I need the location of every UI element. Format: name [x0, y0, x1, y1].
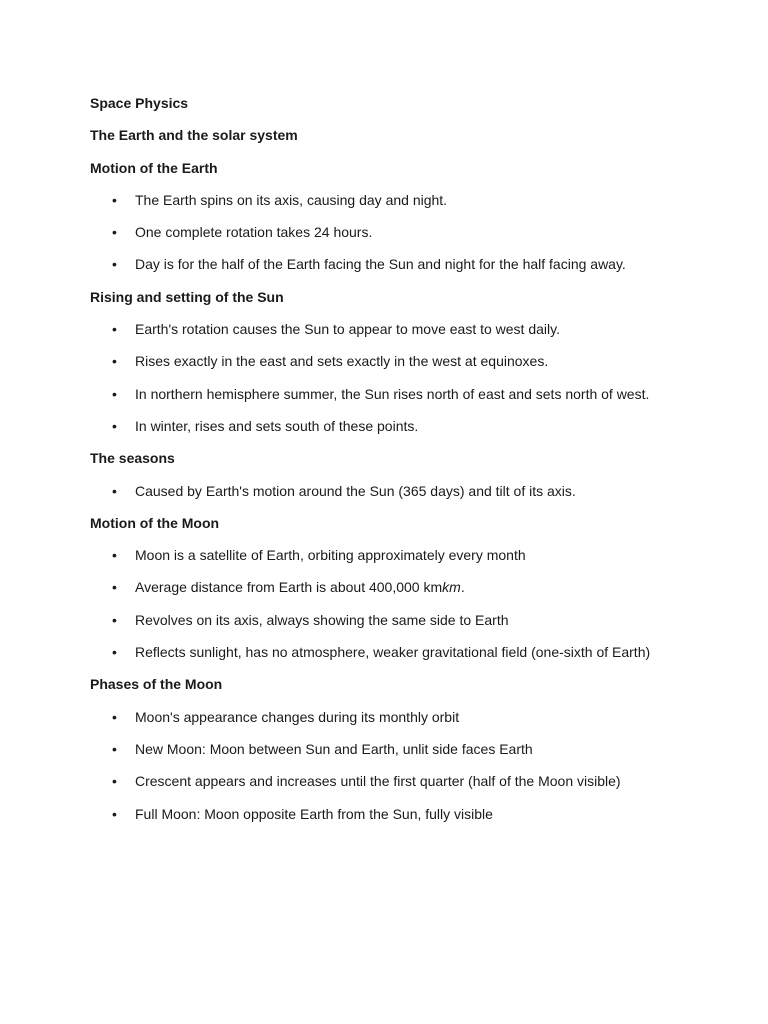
bullet-icon: •: [112, 773, 117, 790]
section-heading-motion-of-moon: Motion of the Moon: [90, 514, 220, 531]
document-subtitle: The Earth and the solar system: [90, 127, 298, 144]
list-item: [90, 481, 690, 513]
list-item: [90, 351, 690, 383]
list-item-text: Crescent appears and increases until the first quarter (half of the Moon visible): [135, 773, 621, 790]
list-item-text: Day is for the half of the Earth facing the Sun and night for the half facing away.: [135, 256, 626, 273]
list-item-text: Caused by Earth's motion around the Sun (365 days) and tilt of its axis.: [135, 482, 576, 499]
bullet-icon: •: [112, 644, 117, 661]
list-item: [90, 319, 690, 351]
list-item: [90, 707, 690, 739]
list-item-text: Moon is a satellite of Earth, orbiting approximately every month: [135, 547, 526, 564]
section-heading-phases-of-moon: Phases of the Moon: [90, 676, 223, 693]
list-item-text: Earth's rotation causes the Sun to appear to move east to west daily.: [135, 321, 560, 338]
list-item-text: New Moon: Moon between Sun and Earth, unlit side faces Earth: [135, 740, 533, 757]
list-item-text: Reflects sunlight, has no atmosphere, weaker gravitational field (one-sixth of Earth): [135, 644, 651, 661]
section-heading-motion-of-earth: Motion of the Earth: [90, 159, 218, 176]
list-item-text: Full Moon: Moon opposite Earth from the Sun, fully visible: [135, 805, 493, 822]
list-item-text: In northern hemisphere summer, the Sun rises north of east and sets north of west.: [135, 385, 650, 402]
list-item: [90, 254, 690, 286]
bullet-icon: •: [112, 579, 117, 596]
bullet-icon: •: [112, 547, 117, 564]
section-heading-rising-setting-sun: Rising and setting of the Sun: [90, 288, 284, 305]
list-item-text: Revolves on its axis, always showing the same side to Earth: [135, 611, 509, 628]
bullet-icon: •: [112, 417, 117, 434]
list-item: [90, 739, 690, 771]
list-item-text: Average distance from Earth is about 400,000 km: [135, 579, 443, 596]
list-item-text: In winter, rises and sets south of these points.: [135, 417, 419, 434]
bullet-icon: •: [112, 353, 117, 370]
list-item: [90, 610, 690, 642]
bullet-icon: •: [112, 611, 117, 628]
list-item-text: The Earth spins on its axis, causing day and night.: [135, 191, 448, 208]
list-item: [90, 804, 690, 836]
list-item-text: Rises exactly in the east and sets exactly in the west at equinoxes.: [135, 353, 549, 370]
bullet-icon: •: [112, 708, 117, 725]
list-item: [90, 384, 690, 416]
bullet-icon: •: [112, 256, 117, 273]
bullet-icon: •: [112, 482, 117, 499]
bullet-icon: •: [112, 224, 117, 241]
document-title: Space Physics: [90, 95, 189, 111]
bullet-icon: •: [112, 321, 117, 338]
list-item: [90, 222, 690, 254]
list-item-text: One complete rotation takes 24 hours.: [135, 224, 373, 241]
section-heading-seasons: The seasons: [90, 450, 175, 467]
list-item: [90, 190, 690, 222]
list-item: [90, 416, 690, 448]
list-item: [90, 577, 690, 609]
distance-unit-italic: km: [442, 579, 461, 596]
bullet-icon: •: [112, 740, 117, 757]
list-item: [90, 642, 690, 674]
document-page: [90, 93, 690, 836]
list-item: [90, 545, 690, 577]
bullet-icon: •: [112, 385, 117, 402]
list-item: [90, 771, 690, 803]
bullet-icon: •: [112, 191, 117, 208]
distance-suffix: .: [460, 579, 465, 596]
bullet-icon: •: [112, 805, 117, 822]
list-item-text: Moon's appearance changes during its monthly orbit: [135, 708, 460, 725]
